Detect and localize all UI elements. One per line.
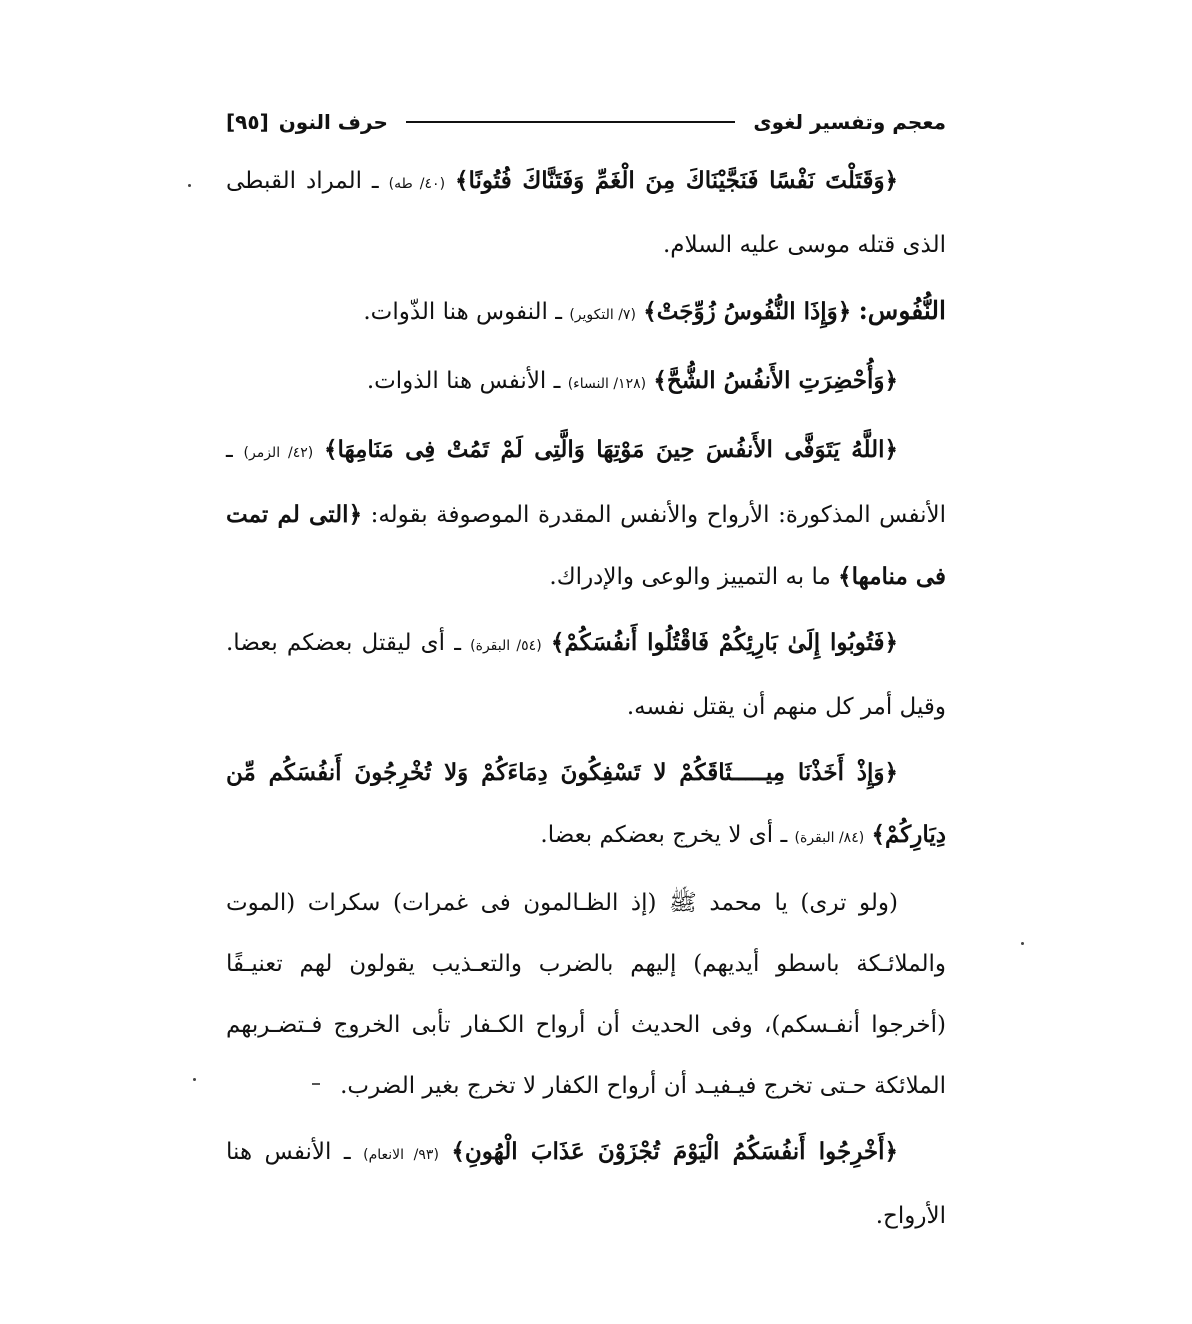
header-rule [406,121,735,123]
quoted-phrase: ﴿التى لم تمت فى منامها﴾ [226,501,946,590]
running-header [226,104,946,140]
page-number: [٩٥] [226,110,269,134]
entry-paragraph [226,280,946,346]
scan-speck [193,1078,196,1081]
commentary-paragraph [226,873,946,1117]
verse-reference: (٥٤/ البقرة) [470,638,542,654]
commentary-text: (ولو ترى) يا محمد ﷺ (إذ الظـالمون فى غمرات) سكرات (الموت والملائـكة باسطو أيديهم) إليهم بالضرب والتعـذيب يقولون لهم تعنيـفًا (أخرجوا أنفـسكم)، وفى الحديث أن أرواح الكـفار تأبى الخروج فـتضـربهم الملائكة حـتى تخرج فيـفيـد أن أرواح الكفار لا تخرج بغير الضرب. [226,890,946,1099]
explanation-text: ـ الأنفس هنا الذوات. [366,368,561,394]
entry-paragraph [226,350,946,415]
verse-reference: (٧/ التكوير) [569,307,636,323]
scan-speck [312,1083,320,1085]
explanation-text: ـ النفوس هنا الذّوات. [363,299,562,325]
explanation-text: ـ المراد القبطى الذى قتله موسى عليه السلام. [226,168,946,258]
quran-quote: ﴿فَتُوبُوا إِلَىٰ بَارِئِكُمْ فَاقْتُلُوا أَنفُسَكُمْ﴾ [550,629,899,656]
entry-paragraph [226,150,946,276]
entry-paragraph [226,419,946,608]
explanation-text: ـ أى لا يخرج بعضكم بعضا. [540,822,788,848]
section-title: حرف النون [278,110,388,134]
quran-quote: ﴿وَإِذْ أَخَذْنَا مِيـــــثَاقَكُمْ لا تَسْفِكُونَ دِمَاءَكُمْ وَلا تُخْرِجُونَ أَنفُسَكُم مِّن دِيَارِكُمْ﴾ [226,759,946,848]
verse-reference: (٩٣/ الانعام) [363,1147,439,1163]
quran-quote: ﴿وَإِذَا النُّفُوسُ زُوِّجَتْ﴾ [643,298,852,325]
entry-paragraph [226,742,946,869]
explanation-text: ما به التمييز والوعى والإدراك. [549,564,831,590]
quran-quote: ﴿وَقَتَلْتَ نَفْسًا فَنَجَّيْنَاكَ مِنَ الْغَمِّ وَفَتَنَّاكَ فُتُونًا﴾ [455,167,899,194]
quran-quote: ﴿اللَّهُ يَتَوَفَّى الأَنفُسَ حِينَ مَوْتِهَا وَالَّتِى لَمْ تَمُتْ فِى مَنَامِهَا﴾ [323,436,899,463]
quran-quote: ﴿أَخْرِجُوا أَنفُسَكُمُ الْيَوْمَ تُجْزَوْنَ عَذَابَ الْهُونِ﴾ [451,1138,898,1165]
verse-reference: (٤٢/ الزمر) [243,445,314,461]
quran-quote: ﴿وَأُحْضِرَتِ الأَنفُسُ الشُّحَّ﴾ [653,367,898,394]
entry-paragraph [226,612,946,738]
explanation-text: ـ الأنفس هنا الأرواح. [226,1139,946,1229]
verse-reference: (١٢٨/ النساء) [567,376,647,392]
entry-term: النُّفُوس: [858,296,946,325]
book-title: معجم وتفسير لغوى [753,110,946,134]
verse-reference: (٤٠/ طه) [388,176,446,192]
scan-speck [1021,942,1024,945]
scan-speck [188,184,191,187]
verse-reference: (٨٤/ البقرة) [794,830,865,846]
explanation-text: ـ أى ليقتل بعضكم بعضا. وقيل أمر كل منهم أن يقتل نفسه. [226,630,946,720]
page-body [226,150,946,1247]
entry-paragraph [226,1121,946,1247]
explanation-text: ـ الأنفس المذكورة: الأرواح والأنفس المقدرة الموصوفة بقوله: [226,437,946,528]
